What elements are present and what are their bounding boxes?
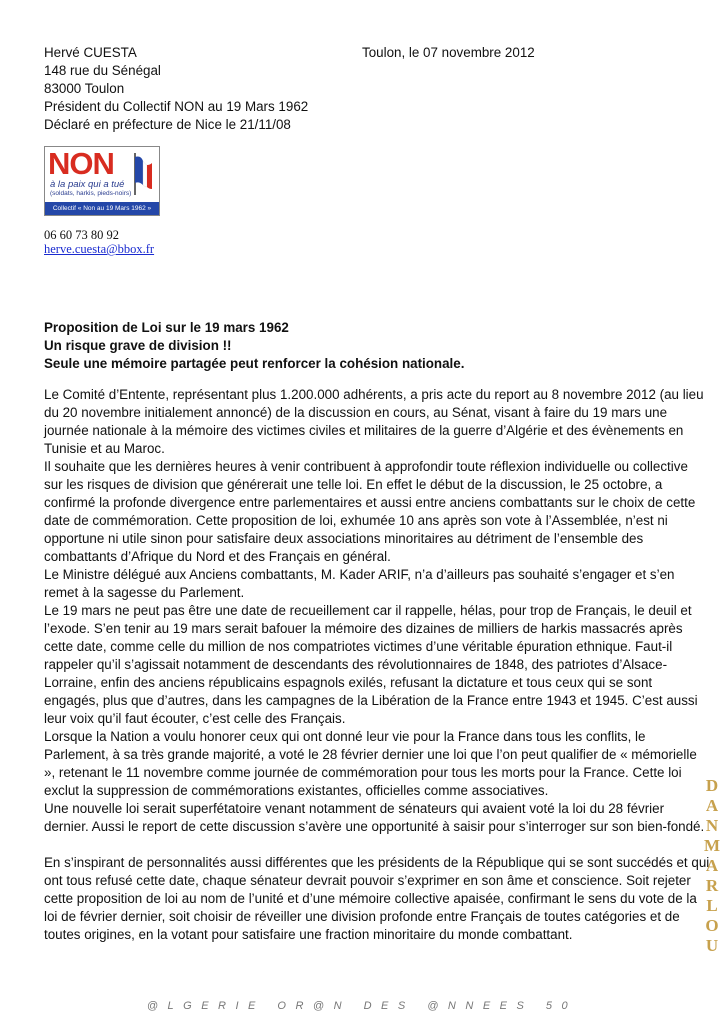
watermark-letter: O (705, 916, 719, 935)
french-flag-icon (133, 153, 153, 195)
logo-band-text: Collectif « Non au 19 Mars 1962 » (45, 202, 159, 215)
paragraph-1: Le Comité d’Entente, représentant plus 1.200.000 adhérents, a pris acte du report au 8 novembre 2012 (au lieu du 20 novembre initialement annoncé) de la discussion en cours, au Sénat, visant à faire du 19 mars une journée nationale à la mémoire des victimes civiles et militaires de la guerre d’Algérie et des évènements en Tunisie et au Maroc. (44, 387, 704, 456)
letter-body (44, 386, 710, 944)
paragraph-4: Le 19 mars ne peut pas être une date de recueillement car il rappelle, hélas, pour trop de Français, le deuil et l’exode. S’en tenir au 19 mars serait bafouer la mémoire des dizaines de milliers de harkis massacrés après cette date, comme celle du million de nos compatriotes victimes d’une véritable épuration ethnique. Faut-il rappeler qu’il s’agissait notamment de descendants des révolutionnaires de 1848, des patriotes d’Alsace-Lorraine, enfin des anciens républicains espagnols exilés, refusant la dictature et tous ceux qui se sont engagés, plus que d’autres, dans les campagnes de la Libération de la France entre 1943 et 1945. C’est aussi leur voix qu’il faut écouter, c’est celle des Français. (44, 603, 698, 726)
sender-address-street: 148 rue du Sénégal (44, 63, 161, 78)
watermark-letter: U (705, 936, 719, 955)
watermark-letter: D (705, 776, 719, 795)
subject-warning: Un risque grave de division !! (44, 338, 232, 353)
logo-subtitle-small: (soldats, harkis, pieds-noirs) (50, 190, 132, 197)
sender-name: Hervé CUESTA (44, 45, 137, 60)
subject-title: Proposition de Loi sur le 19 mars 1962 (44, 320, 289, 335)
sender-address-city: 83000 Toulon (44, 81, 125, 96)
watermark-letter: A (705, 856, 719, 875)
logo-main-text: NON (48, 146, 114, 181)
paragraph-5: Lorsque la Nation a voulu honorer ceux qui ont donné leur vie pour la France dans tous les conflits, le Parlement, à sa très grande majorité, a voté le 28 février dernier une loi que l’on peut qualifier de « mémorielle », retenant le 11 novembre comme journée de commémoration pour tous les morts pour la France. Cette loi exclut la suppression de commémorations existantes, officielles comme associatives. (44, 729, 697, 798)
side-watermark (701, 776, 723, 956)
paragraph-7: En s’inspirant de personnalités aussi différentes que les présidents de la République qui se sont succédés et qui ont tous refusé cette date, chaque sénateur devrait pouvoir s’exprimer en son âme et conscience. Soit rejeter cette proposition de loi au nom de l’unité et d’une mémoire collective apaisée, confirmant le sens du vote de la loi de février dernier, soit choisir de réveiller une division profonde entre Français de toutes catégories et de toutes origines, en la votant pour satisfaire une fraction minoritaire du monde combattant. (44, 855, 710, 942)
sender-declared: Déclaré en préfecture de Nice le 21/11/08 (44, 117, 291, 132)
subject-block (44, 319, 464, 373)
date-line: Toulon, le 07 novembre 2012 (362, 45, 535, 60)
watermark-letter: R (705, 876, 719, 895)
watermark-letter: M (703, 836, 721, 855)
footer-watermark: @LGERIE OR@N DES @NNEES 50 (146, 1000, 578, 1012)
paragraph-2: Il souhaite que les dernières heures à venir contribuent à approfondir toute réflexion individuelle ou collective sur les risques de division que générerait une telle loi. En effet le début de la discussion, le 25 octobre, a confirmé la profonde divergence entre parlementaires et aussi entre anciens combattants sur le choix de cette date de commémoration. Cette proposition de loi, exhumée 10 ans après son vote à l’Assemblée, n’est ni opportune ni utile sinon pour satisfaire deux associations minoritaires au détriment de l’ensemble des combattants d’Afrique du Nord et des Français en général. (44, 459, 696, 564)
email-link[interactable]: herve.cuesta@bbox.fr (44, 242, 155, 256)
logo-subtitle: à la paix qui a tué (50, 179, 125, 190)
paragraph-6: Une nouvelle loi serait superfétatoire venant notamment de sénateurs qui avaient voté la loi du 28 février dernier. Aussi le report de cette discussion s’avère une opportunité à saisir pour s’interroger sur son bien-fondé. (44, 801, 705, 834)
collectif-logo (44, 146, 160, 216)
sender-role: Président du Collectif NON au 19 Mars 1962 (44, 99, 309, 114)
phone-number: 06 60 73 80 92 (44, 228, 119, 242)
watermark-letter: L (706, 896, 718, 915)
subject-tagline: Seule une mémoire partagée peut renforcer la cohésion nationale. (44, 356, 465, 371)
contact-block (44, 228, 154, 256)
sender-block (44, 44, 308, 134)
watermark-letter: N (705, 816, 719, 835)
watermark-letter: A (705, 796, 719, 815)
paragraph-3: Le Ministre délégué aux Anciens combattants, M. Kader ARIF, n’a d’ailleurs pas souhaité s’engager et s’en remet à la sagesse du Parlement. (44, 567, 675, 600)
